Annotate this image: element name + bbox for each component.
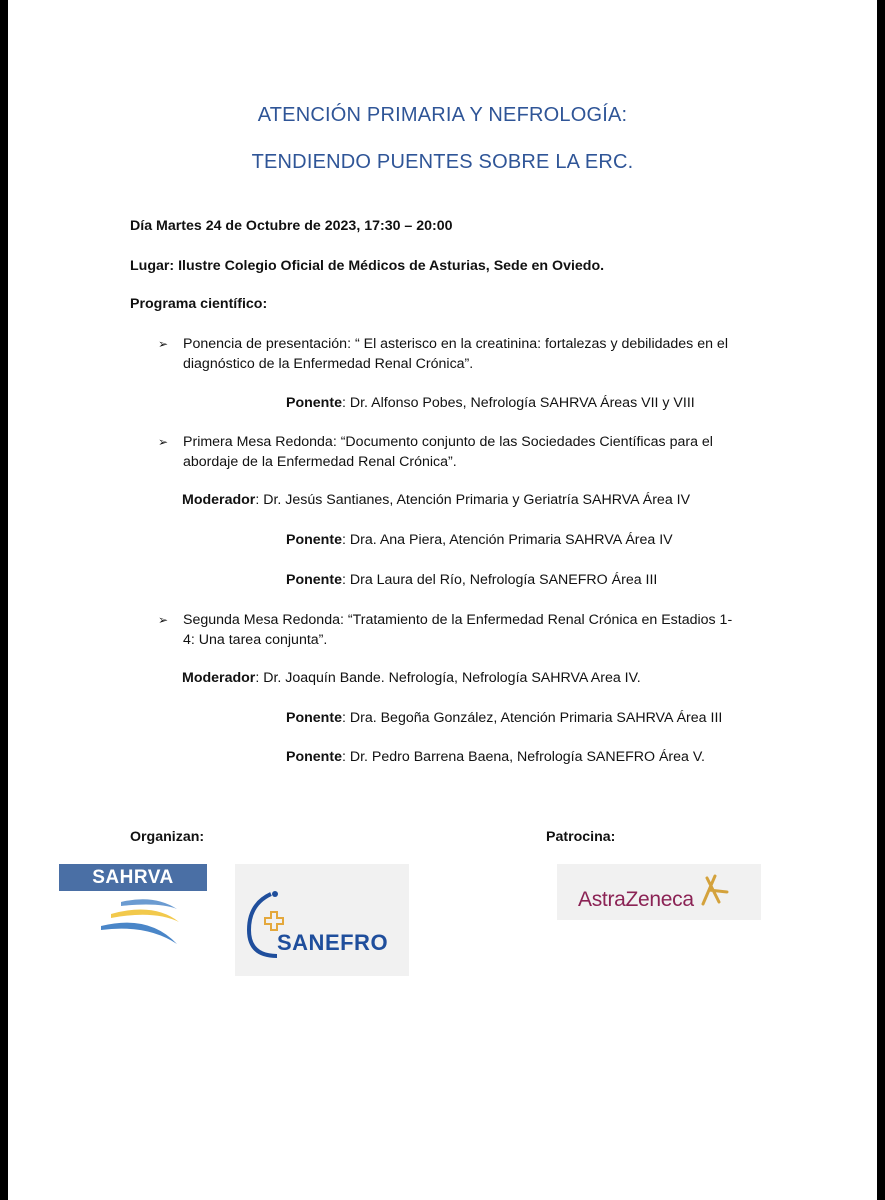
role-label: Ponente: [286, 749, 342, 765]
item-1-title-line-2: diagnóstico de la Enfermedad Renal Crónica”.: [183, 356, 474, 372]
person-details: : Dr. Jesús Santianes, Atención Primaria y Geriatría SAHRVA Área IV: [255, 492, 691, 508]
role-label: Moderador: [182, 670, 256, 686]
astrazeneca-logo: [557, 864, 761, 920]
title-line-1: ATENCIÓN PRIMARIA Y NEFROLOGÍA:: [257, 104, 628, 126]
sanefro-logo: [235, 864, 409, 976]
person-details: : Dr. Joaquín Bande. Nefrología, Nefrología SAHRVA Area IV.: [255, 670, 641, 686]
role-label: Moderador: [182, 492, 256, 508]
sanefro-logo-text: SANEFRO: [277, 930, 389, 955]
item-3-speaker-1: [286, 707, 722, 729]
astrazeneca-mark-icon: [557, 864, 761, 920]
event-date: Día Martes 24 de Octubre de 2023, 17:30 – 20:00: [130, 218, 453, 234]
title-line-2: TENDIENDO PUENTES SOBRE LA ERC.: [251, 151, 634, 173]
item-2-title-line-2: abordaje de la Enfermedad Renal Crónica”.: [183, 454, 457, 470]
bullet-arrow-icon: ➢: [158, 613, 169, 627]
astrazeneca-logo-text: AstraZeneca: [578, 888, 694, 911]
sahrva-logo: [59, 864, 207, 946]
person-details: : Dr. Alfonso Pobes, Nefrología SAHRVA Áreas VII y VIII: [341, 395, 695, 411]
item-3-moderator: [182, 667, 641, 689]
item-2-speaker-1: [286, 529, 673, 551]
item-1-speaker: [286, 392, 695, 414]
organizers-label: Organizan:: [130, 829, 205, 845]
item-2-speaker-2: [286, 569, 657, 591]
item-2-moderator: [182, 489, 690, 511]
sahrva-logo-text: SAHRVA: [92, 867, 174, 888]
role-label: Ponente: [286, 395, 342, 411]
role-label: Ponente: [286, 710, 342, 726]
sanefro-c-icon: [235, 864, 409, 976]
person-details: : Dr. Pedro Barrena Baena, Nefrología SANEFRO Área V.: [341, 749, 705, 765]
item-3-speaker-2: [286, 746, 705, 768]
sponsor-label: Patrocina:: [546, 829, 616, 845]
role-label: Ponente: [286, 532, 342, 548]
item-3-title-line-2: 4: Una tarea conjunta”.: [183, 632, 328, 648]
person-details: : Dra. Begoña González, Atención Primaria SAHRVA Área III: [341, 710, 723, 726]
sahrva-swoosh-icon: [59, 864, 207, 946]
person-details: : Dra. Ana Piera, Atención Primaria SAHRVA Área IV: [341, 532, 673, 548]
event-place: Lugar: Ilustre Colegio Oficial de Médicos de Asturias, Sede en Oviedo.: [130, 258, 605, 274]
item-2-title-line-1: Primera Mesa Redonda: “Documento conjunto de las Sociedades Científicas para el: [183, 434, 713, 450]
item-1-title-line-1: Ponencia de presentación: “ El asterisco en la creatinina: fortalezas y debilidades en el: [183, 336, 728, 352]
bullet-arrow-icon: ➢: [158, 435, 169, 449]
role-label: Ponente: [286, 572, 342, 588]
item-3-title-line-1: Segunda Mesa Redonda: “Tratamiento de la Enfermedad Renal Crónica en Estadios 1-: [183, 612, 733, 628]
bullet-arrow-icon: ➢: [158, 337, 169, 351]
document-page: [8, 0, 877, 1200]
person-details: : Dra Laura del Río, Nefrología SANEFRO Área III: [341, 572, 658, 588]
program-label: Programa científico:: [130, 296, 268, 312]
